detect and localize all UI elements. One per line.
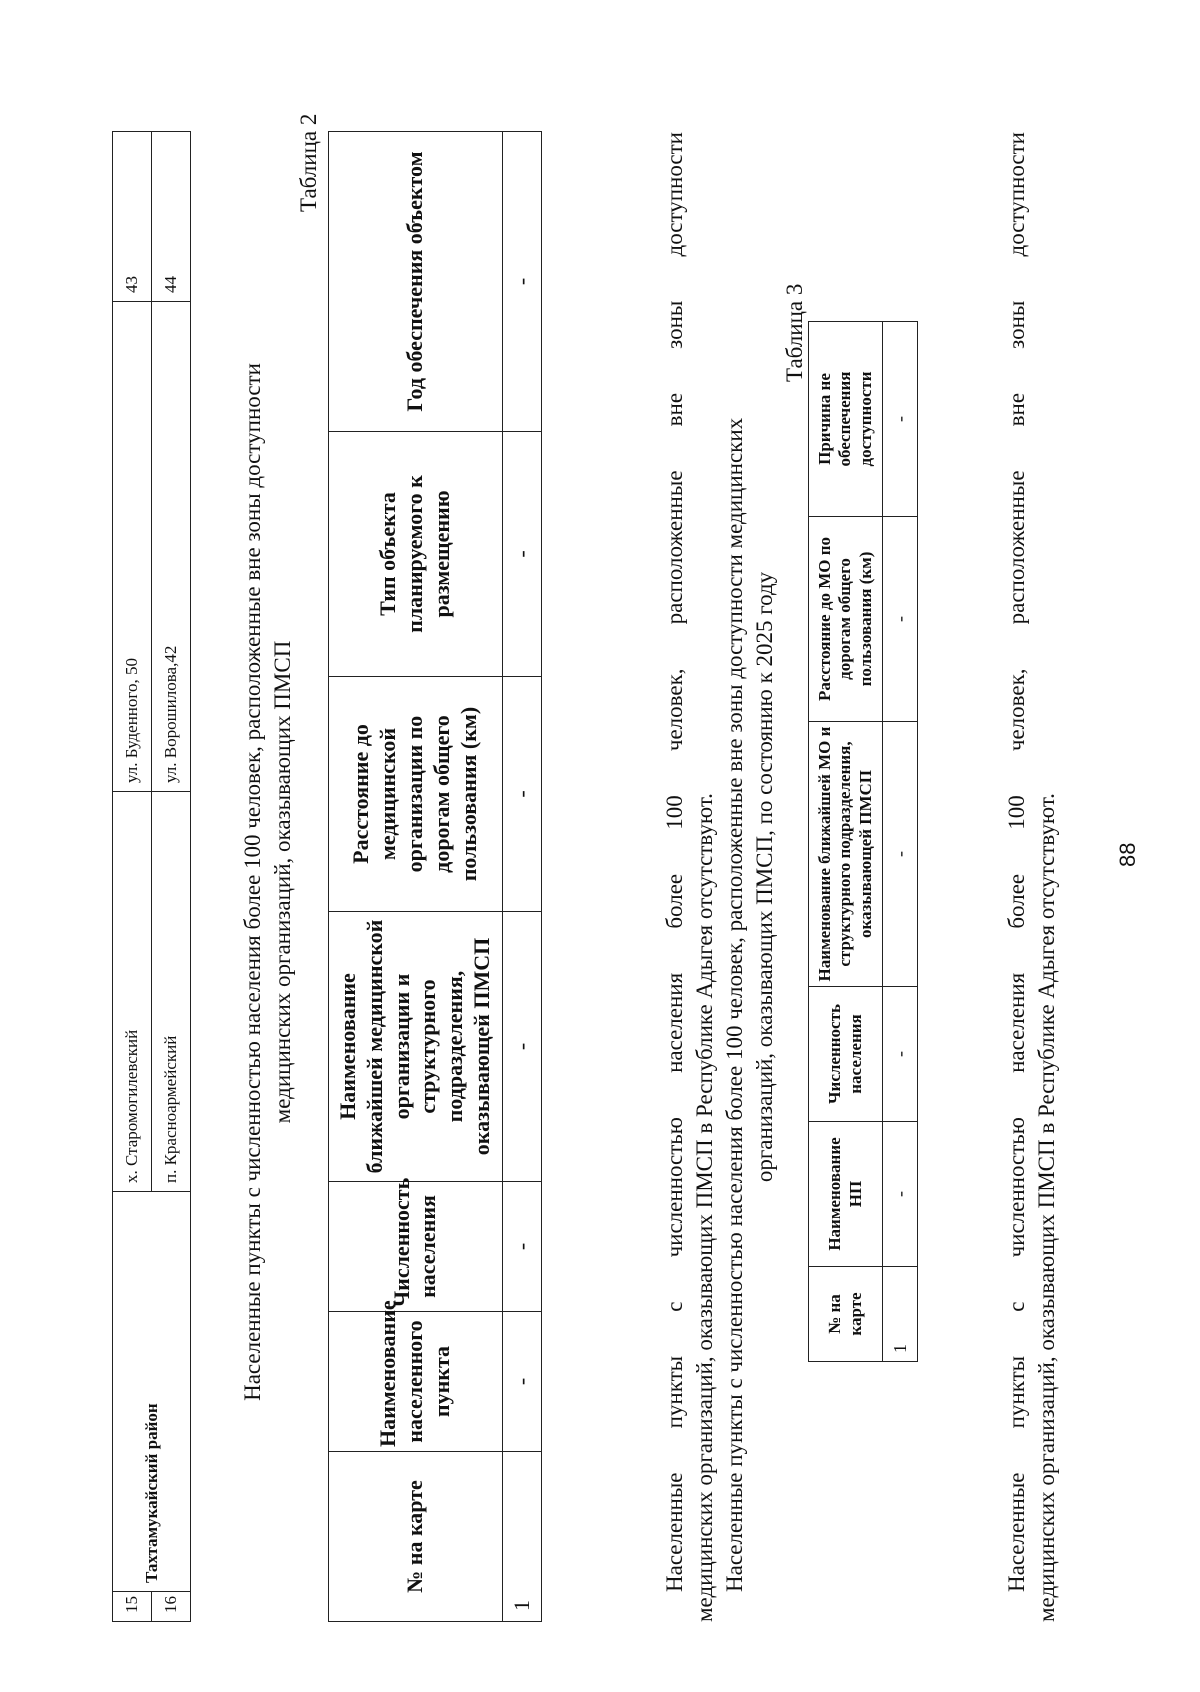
paragraph2-line1: Населенные пункты с численностью населения более 100 человек, расположенные вне зоны доступности [1004, 132, 1029, 1592]
page-number: 88 [1115, 842, 1140, 867]
row-value: 43 [113, 132, 152, 302]
address: ул. Ворошилова,42 [152, 302, 191, 792]
table3 [808, 321, 918, 1362]
cell-population: - [502, 1182, 541, 1312]
cell-map-number: 1 [883, 1267, 918, 1362]
header-settlement-name: Наименование населенного пункта [329, 1312, 503, 1452]
header-distance: Расстояние до медицинской организации по дорогам общего пользования (км) [329, 677, 503, 912]
cell-object-type: - [502, 432, 541, 677]
cell-reason: - [883, 322, 918, 517]
table3-label: Таблица 3 [782, 283, 807, 382]
header-settlement-name: Наименование НП [809, 1122, 883, 1267]
header-year: Год обеспечения объектом [329, 132, 503, 432]
paragraph1 [660, 132, 720, 1622]
paragraph1-line1: Населенные пункты с численностью населения более 100 человек, расположенные вне зоны доступности [662, 132, 687, 1592]
section3-heading-line1: Населенные пункты с численностью населения более 100 человек, расположенные вне зоны доступности медицинских [722, 417, 747, 1592]
cell-year: - [502, 132, 541, 432]
header-nearest-organization: Наименование ближайшей медицинской организации и структурного подразделения, оказывающей ПМСП [329, 912, 503, 1182]
header-distance: Расстояние до МО по дорогам общего пользования (км) [809, 517, 883, 722]
cell-settlement: - [883, 1122, 918, 1267]
paragraph2 [1002, 132, 1062, 1622]
cell-organization: - [502, 912, 541, 1182]
section2-heading-line1: Населенные пункты с численностью населения более 100 человек, расположенные вне зоны доступности [240, 363, 265, 1401]
table-row [113, 132, 152, 1622]
settlement-name: п. Красноармейский [152, 792, 191, 1192]
cell-distance: - [883, 517, 918, 722]
section2-heading [238, 132, 298, 1632]
table2-label: Таблица 2 [296, 113, 321, 212]
header-nearest-mo: Наименование ближайшей МО и структурного подразделения, оказывающей ПМСП [809, 722, 883, 987]
row-number: 15 [113, 1592, 152, 1622]
header-map-number: № на карте [329, 1452, 503, 1622]
header-reason: Причина не обеспечения доступности [809, 322, 883, 517]
paragraph1-line2: медицинских организаций, оказывающих ПМСП в Республике Адыгея отсутствуют. [692, 793, 717, 1622]
section3-heading [720, 132, 780, 1622]
district-name: Тахтамукайский район [113, 1192, 191, 1592]
address: ул. Буденного, 50 [113, 302, 152, 792]
row-value: 44 [152, 132, 191, 302]
section2-heading-line2: медицинских организаций, оказывающих ПМСП [270, 640, 295, 1124]
paragraph2-line2: медицинских организаций, оказывающих ПМСП в Республике Адыгея отсутствуют. [1034, 793, 1059, 1622]
table3-header-row [809, 322, 883, 1362]
table-row [883, 322, 918, 1362]
cell-distance: - [502, 677, 541, 912]
header-map-number: № на карте [809, 1267, 883, 1362]
table2-header-row [329, 132, 503, 1622]
header-population: Численность населения [809, 987, 883, 1122]
cell-nearest-mo: - [883, 722, 918, 987]
settlements-continuation-table [112, 131, 191, 1622]
cell-map-number: 1 [502, 1452, 541, 1622]
cell-settlement: - [502, 1312, 541, 1452]
settlement-name: х. Старомогилевский [113, 792, 152, 1192]
header-object-type: Тип объекта планируемого к размещению [329, 432, 503, 677]
section3-heading-line2: организаций, оказывающих ПМСП, по состоянию к 2025 году [752, 571, 777, 1183]
header-population: Численность населения [329, 1182, 503, 1312]
row-number: 16 [152, 1592, 191, 1622]
table-row [502, 132, 541, 1622]
cell-population: - [883, 987, 918, 1122]
table2 [328, 131, 542, 1622]
